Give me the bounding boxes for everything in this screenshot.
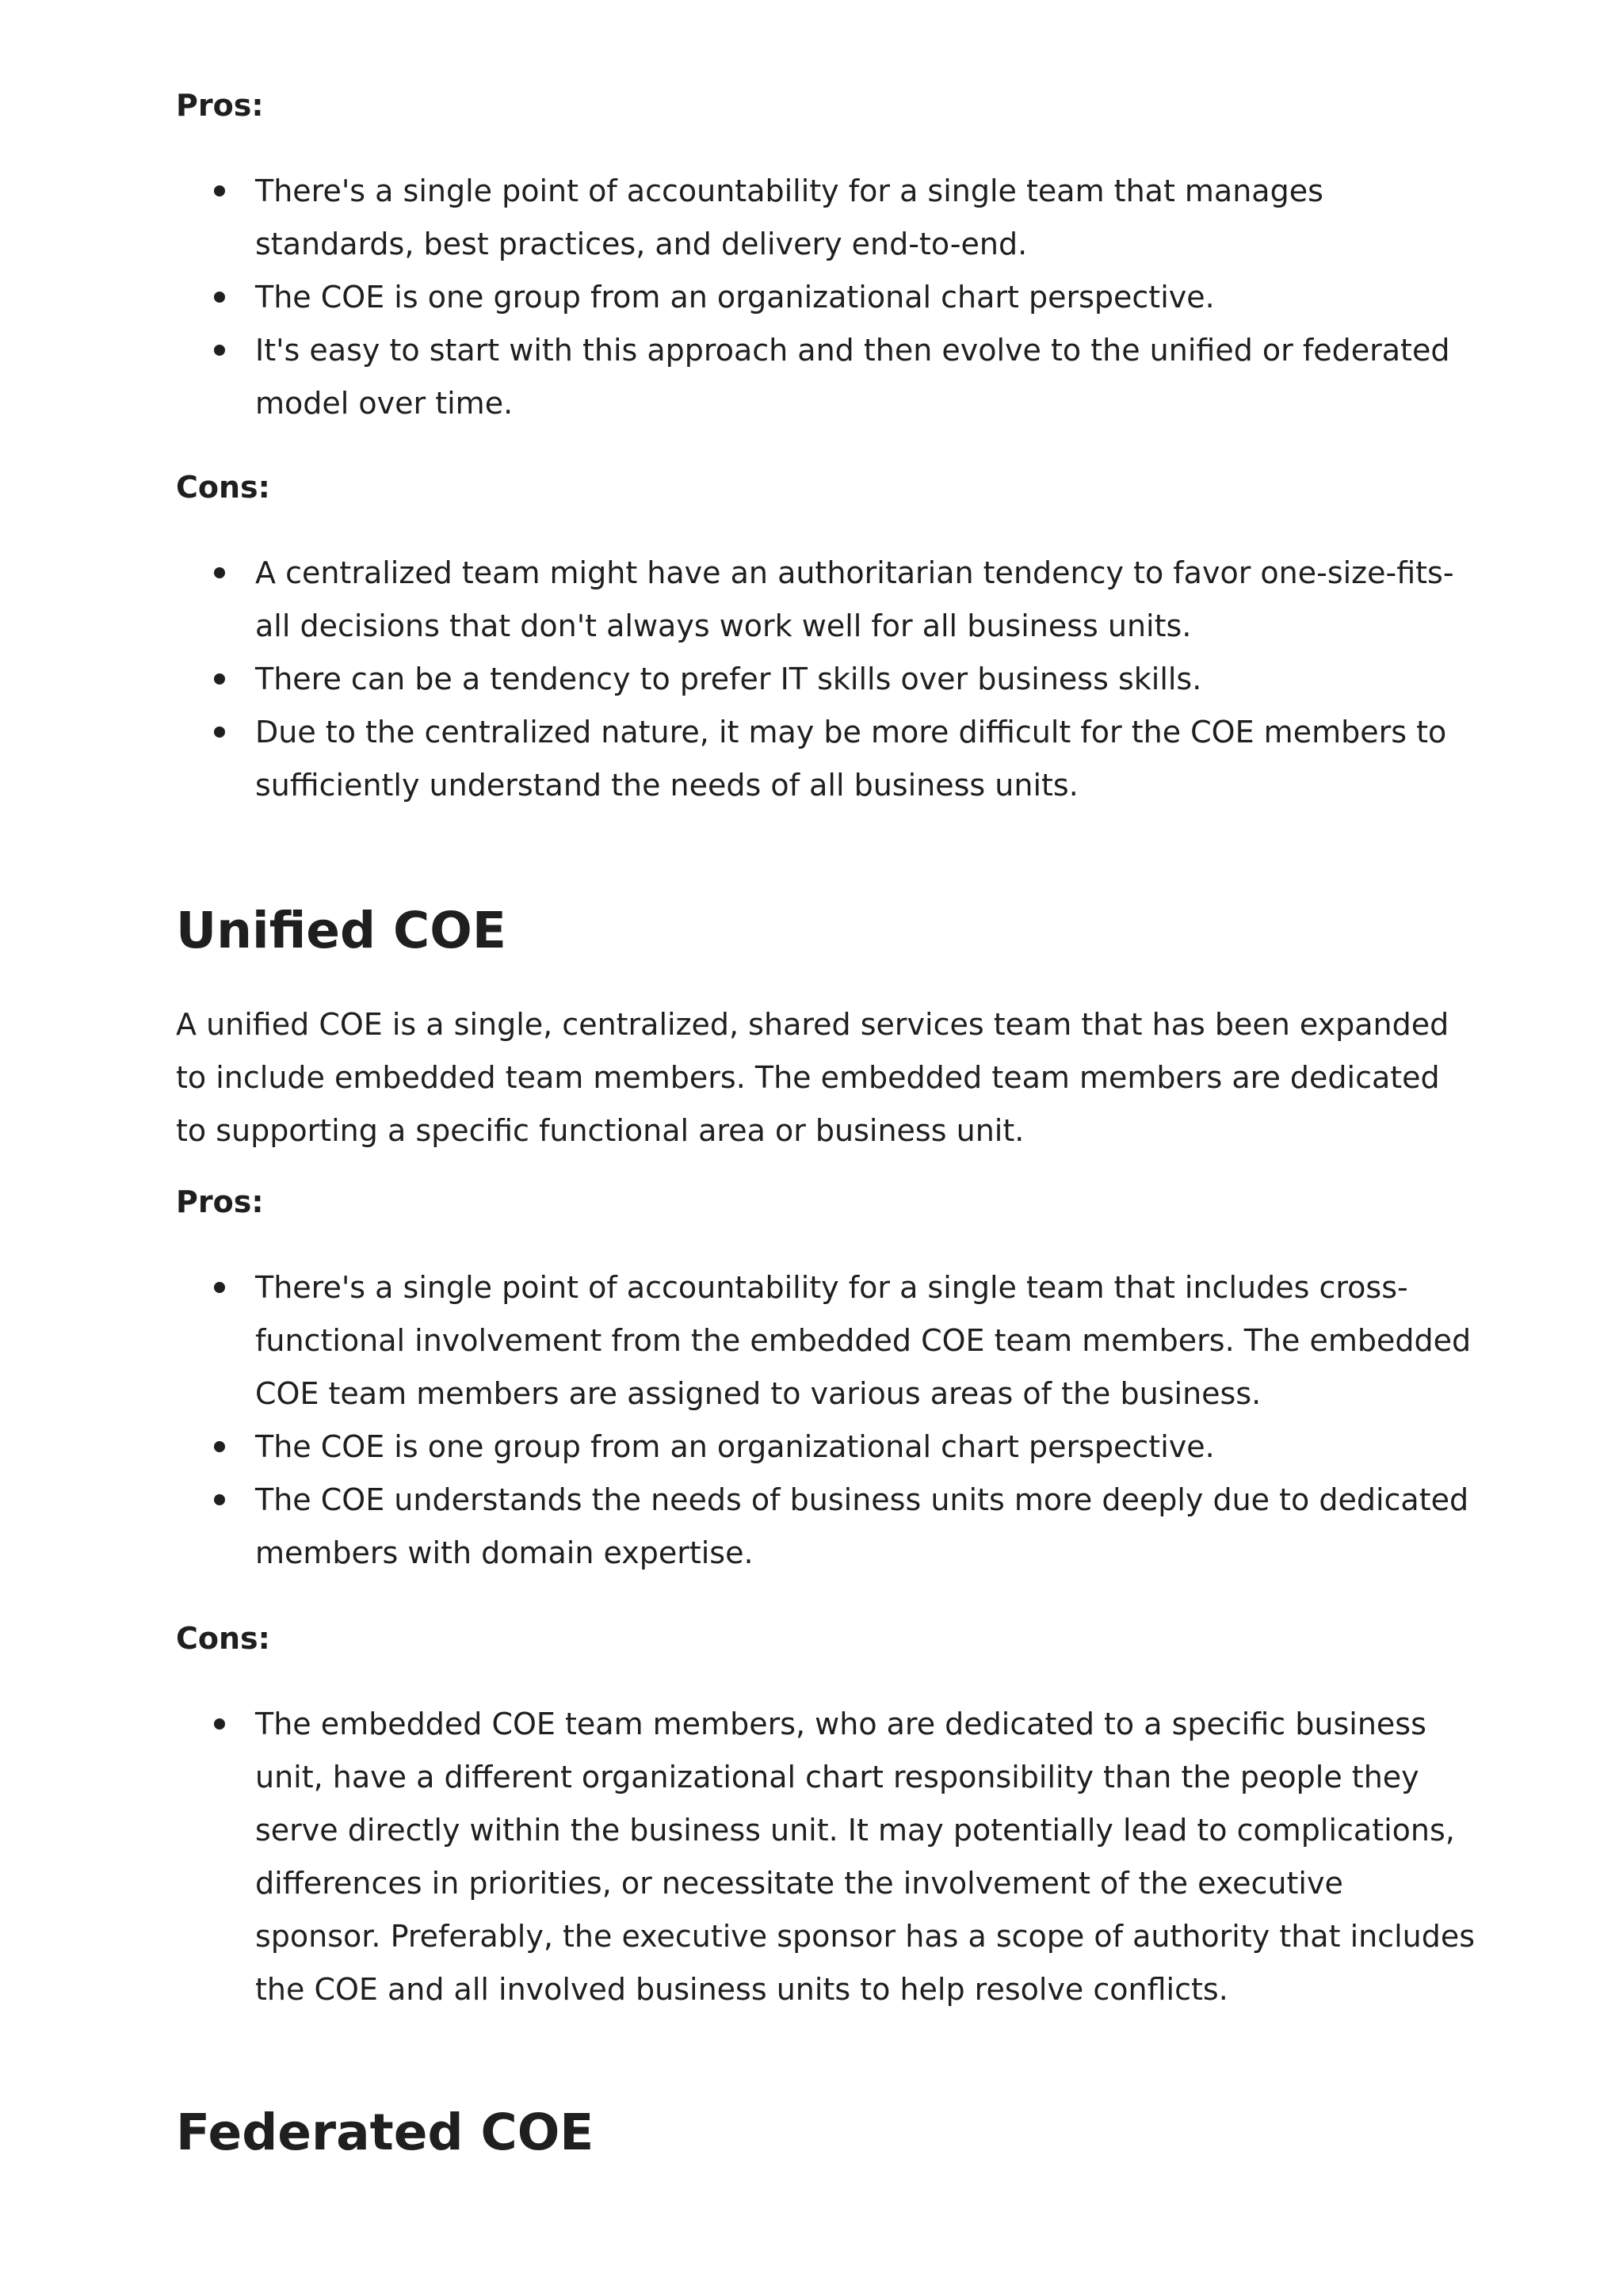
section-heading-federated-coe: Federated COE xyxy=(176,2103,594,2161)
list-item: It's easy to start with this approach and then evolve to the unified or federated model over time. xyxy=(255,324,1476,430)
list-item: A centralized team might have an authoritarian tendency to favor one-size-fits-all decisions that don't always work well for all business units. xyxy=(255,547,1476,653)
list-item: The embedded COE team members, who are dedicated to a specific business unit, have a different organizational chart responsibility than the people they serve directly within the business unit. It may potentially lead to complications, differences in priorities, or necessitate the involvement of the executive sponsor. Preferably, the executive sponsor has a scope of authority that includes the COE and all involved business units to help resolve conflicts. xyxy=(255,1698,1476,2016)
list-item: There's a single point of accountability for a single team that manages standards, best practices, and delivery end-to-end. xyxy=(255,165,1476,271)
cons-label: Cons: xyxy=(176,470,270,505)
pros-label: Pros: xyxy=(176,1184,264,1219)
list-item: There can be a tendency to prefer IT skills over business skills. xyxy=(255,653,1476,706)
pros-list xyxy=(176,1261,1476,1580)
list-item: The COE understands the needs of business units more deeply due to dedicated members with domain expertise. xyxy=(255,1474,1476,1580)
list-item: The COE is one group from an organizational chart perspective. xyxy=(255,1421,1476,1474)
section-description: A unified COE is a single, centralized, shared services team that has been expanded to include embedded team members. The embedded team members are dedicated to supporting a specific functional area or business unit. xyxy=(176,1007,1449,1148)
list-item: Due to the centralized nature, it may be more difficult for the COE members to sufficiently understand the needs of all business units. xyxy=(255,706,1476,812)
cons-list xyxy=(176,547,1476,812)
section-heading-unified-coe: Unified COE xyxy=(176,902,506,959)
list-item: The COE is one group from an organizational chart perspective. xyxy=(255,271,1476,324)
list-item: There's a single point of accountability for a single team that includes cross-functional involvement from the embedded COE team members. The embedded COE team members are assigned to various areas of the business. xyxy=(255,1261,1476,1421)
cons-list xyxy=(176,1698,1476,2016)
pros-list xyxy=(176,165,1476,430)
cons-label: Cons: xyxy=(176,1621,270,1656)
pros-label: Pros: xyxy=(176,88,264,123)
